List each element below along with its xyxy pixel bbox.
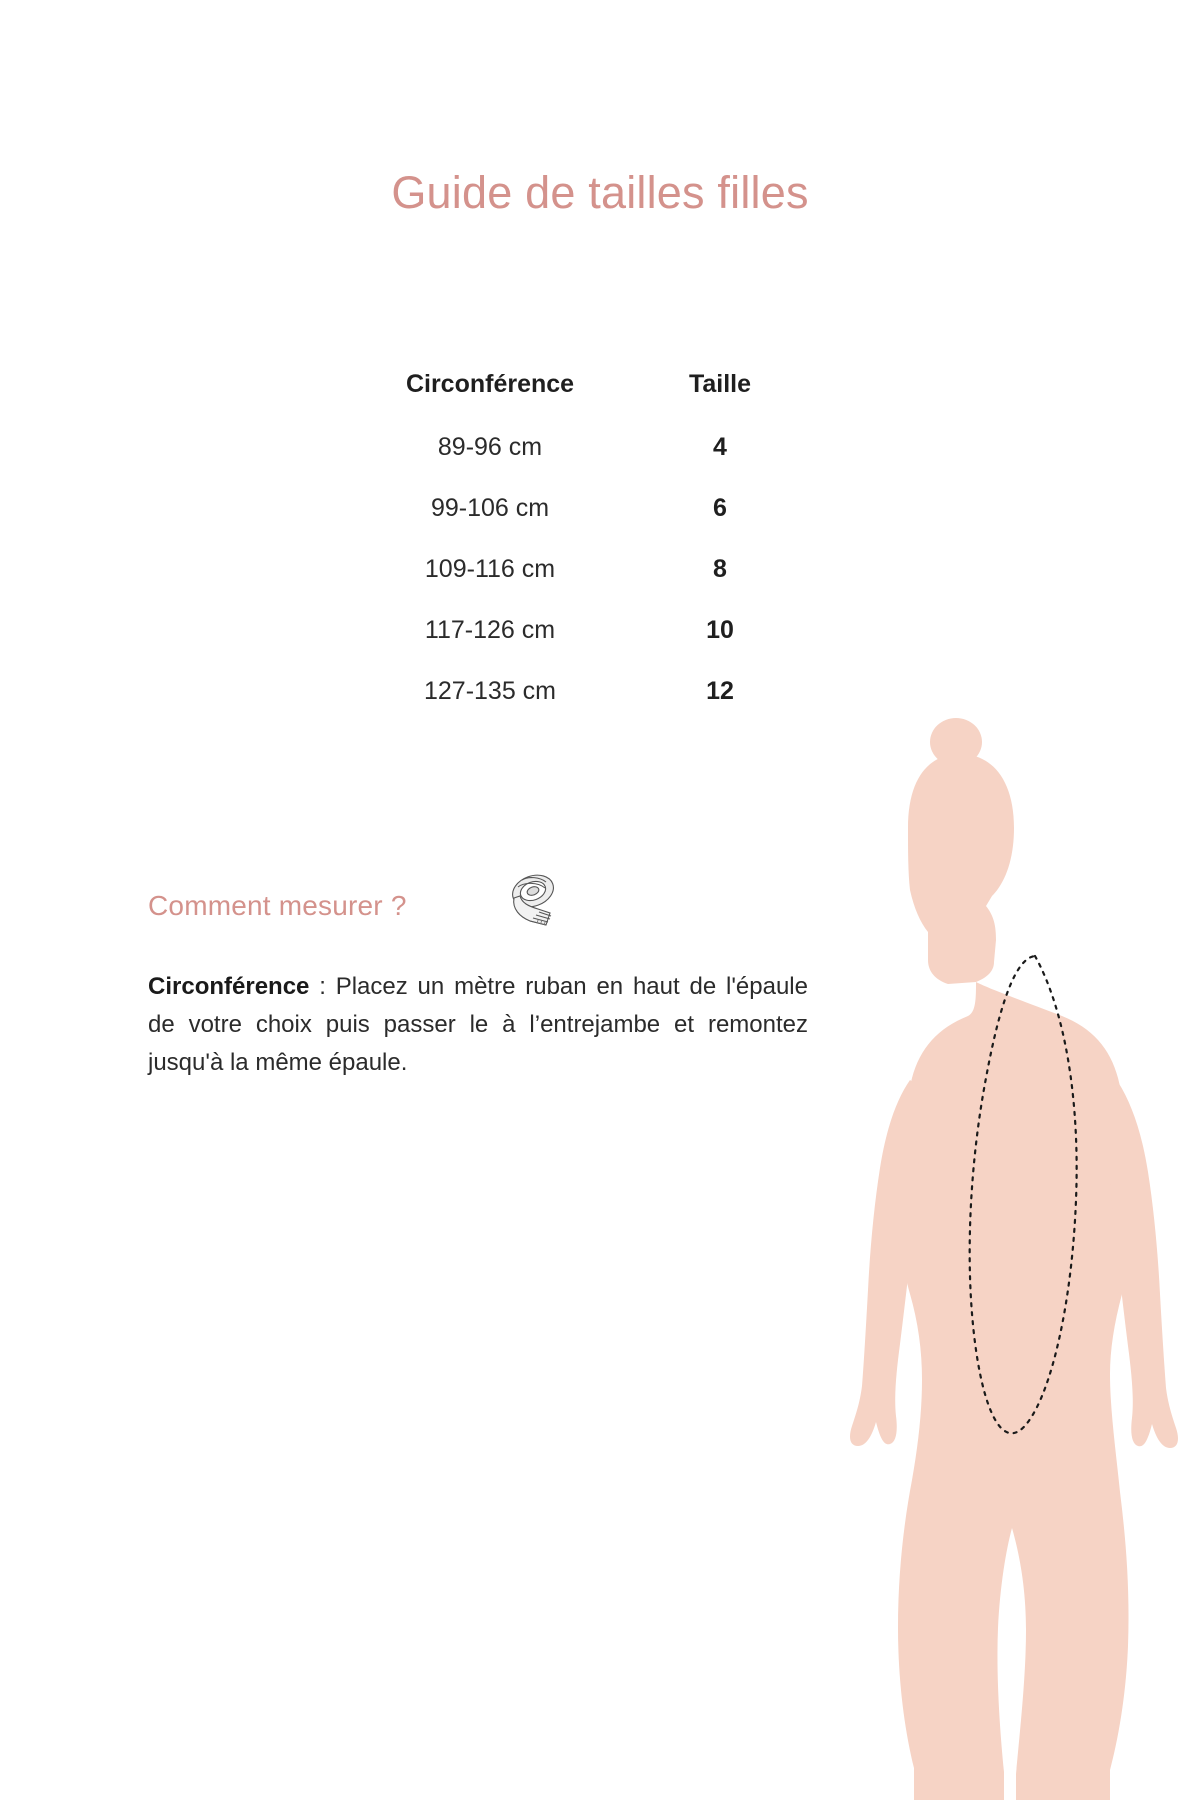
- cell-circumference: 89-96 cm: [437, 433, 543, 461]
- measuring-tape-icon: [500, 865, 572, 937]
- how-to-measure-text: [148, 968, 808, 1082]
- how-to-measure-heading: Comment mesurer ?: [148, 890, 407, 921]
- table-header-row: [340, 370, 800, 433]
- cell-size: 12: [706, 677, 734, 705]
- table-row: [340, 433, 800, 494]
- cell-circumference: 127-135 cm: [423, 677, 557, 705]
- cell-size: 6: [713, 494, 727, 522]
- cell-size: 10: [706, 616, 734, 644]
- page-title: Guide de tailles filles: [391, 167, 809, 218]
- size-chart-table: [340, 370, 800, 738]
- cell-circumference: 109-116 cm: [424, 555, 556, 583]
- how-to-measure-label: Circonférence: [148, 973, 310, 1000]
- table-row: [340, 677, 800, 738]
- table-row: [340, 494, 800, 555]
- cell-circumference: 99-106 cm: [430, 494, 550, 522]
- cell-size: 8: [713, 555, 727, 583]
- cell-circumference: 117-126 cm: [424, 616, 556, 644]
- how-to-measure-separator: :: [309, 973, 336, 1000]
- table-row: [340, 555, 800, 616]
- female-silhouette-illustration: [780, 710, 1200, 1800]
- cell-size: 4: [713, 433, 727, 461]
- table-row: [340, 616, 800, 677]
- column-header-circumference: Circonférence: [405, 370, 575, 398]
- column-header-size: Taille: [688, 370, 752, 398]
- how-to-measure-body: Placez un mètre ruban en haut de l'épaule de votre choix puis passer le à l’entrejambe et remontez jusqu'à la même épaule.: [148, 973, 808, 1076]
